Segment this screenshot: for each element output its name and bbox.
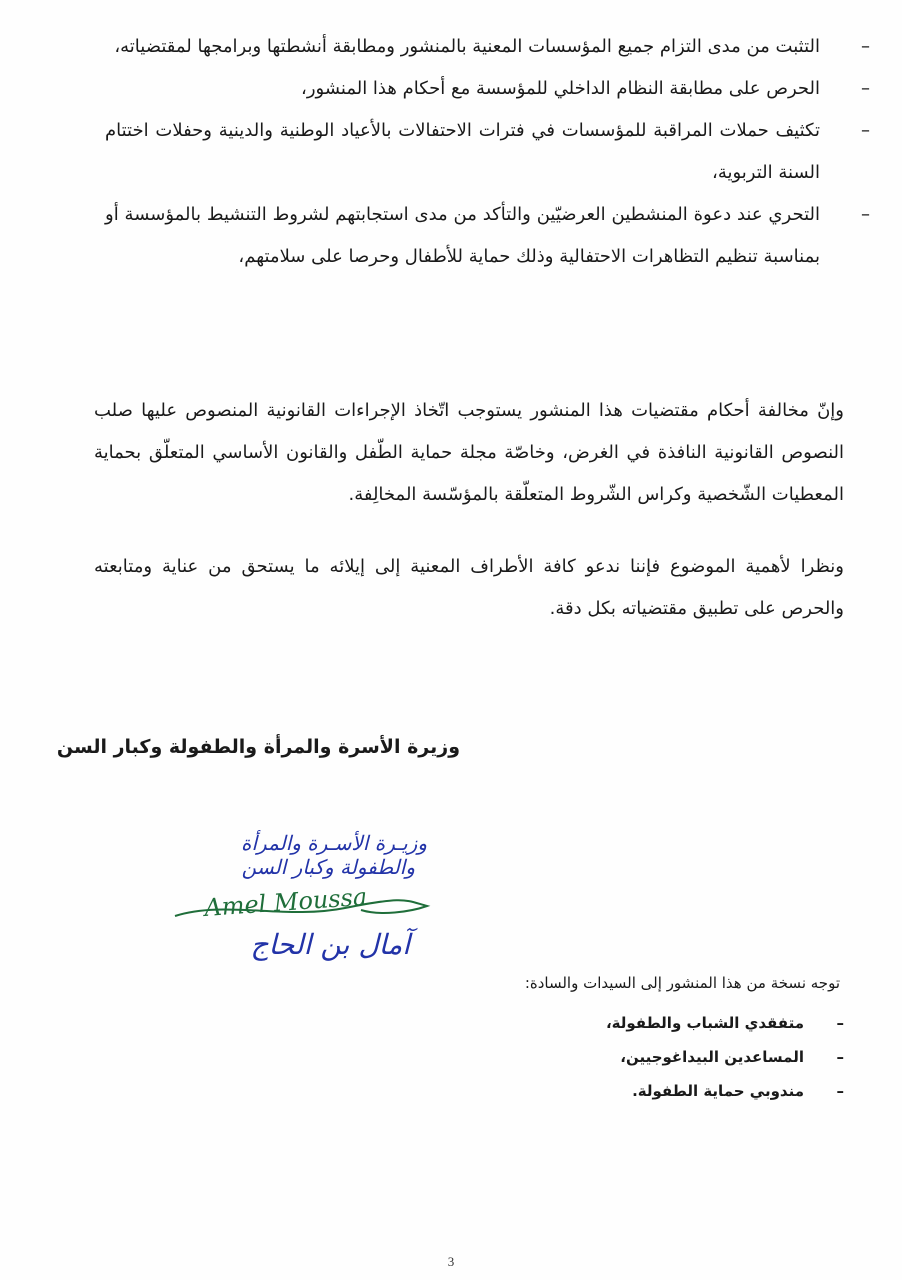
signature-stamp xyxy=(165,820,435,970)
importance-paragraph: ونظرا لأهمية الموضوع فإننا ندعو كافة الأطراف المعنية إلى إيلائه ما يستحق من عناية ومتابعته والحرص على تطبيق مقتضياته بكل دقة. xyxy=(94,556,844,619)
measure-item xyxy=(105,194,870,278)
recipient-text: مندوبي حماية الطفولة. xyxy=(632,1082,804,1100)
bullet-dash: – xyxy=(836,1048,844,1066)
recipient-item xyxy=(606,1040,844,1074)
copy-recipients-intro: توجه نسخة من هذا المنشور إلى السيدات والسادة: xyxy=(524,974,840,992)
recipient-text: متفقدي الشباب والطفولة، xyxy=(605,1014,804,1032)
bullet-dash: – xyxy=(861,120,870,141)
bullet-dash: – xyxy=(861,204,870,225)
bullet-dash: – xyxy=(861,36,870,57)
measure-item xyxy=(105,26,870,68)
measures-list xyxy=(105,26,870,278)
measure-text: التحري عند دعوة المنشطين العرضيّين والتأكد من مدى استجابتهم لشروط التنشيط بالمؤسسة أو بمناسبة تنظيم التظاهرات الاحتفالية وذلك حماية للأطفال وحرصا على سلامتهم، xyxy=(105,204,820,267)
recipient-text: المساعدين البيداغوجيين، xyxy=(620,1048,804,1066)
violation-paragraph: وإنّ مخالفة أحكام مقتضيات هذا المنشور يستوجب اتّخاذ الإجراءات القانونية المنصوص عليها صلب النصوص القانونية النافذة في الغرض، وخاصّة مجلة حماية الطّفل والقانون الأساسي المتعلّق بحماية المعطيات الشّخصية وكراس الشّروط المتعلّقة بالمؤسّسة المخالِفة. xyxy=(94,400,844,505)
measure-text: التثبت من مدى التزام جميع المؤسسات المعنية بالمنشور ومطابقة أنشطتها وبرامجها لمقتضياته، xyxy=(114,36,820,57)
handwritten-signature: Amel Moussa xyxy=(203,882,369,922)
bullet-dash: – xyxy=(836,1014,844,1032)
stamp-line-2: والطفولة وكبار السن xyxy=(241,855,415,879)
bullet-dash: – xyxy=(836,1082,844,1100)
measure-item xyxy=(105,68,870,110)
signatory-name: آمال بن الحاج xyxy=(250,928,410,961)
copy-recipients-list xyxy=(606,1006,844,1108)
recipient-item xyxy=(606,1074,844,1108)
bullet-dash: – xyxy=(861,78,870,99)
minister-title: وزيرة الأسرة والمرأة والطفولة وكبار السن xyxy=(56,736,460,758)
page-number: 3 xyxy=(447,1254,455,1269)
measure-text: الحرص على مطابقة النظام الداخلي للمؤسسة مع أحكام هذا المنشور، xyxy=(301,78,820,99)
measure-text: تكثيف حملات المراقبة للمؤسسات في فترات الاحتفالات بالأعياد الوطنية والدينية وحفلات اختتام السنة التربوية، xyxy=(105,120,820,183)
measure-item xyxy=(105,110,870,194)
stamp-line-1: وزيـرة الأسـرة والمرأة xyxy=(240,831,427,855)
recipient-item xyxy=(606,1006,844,1040)
